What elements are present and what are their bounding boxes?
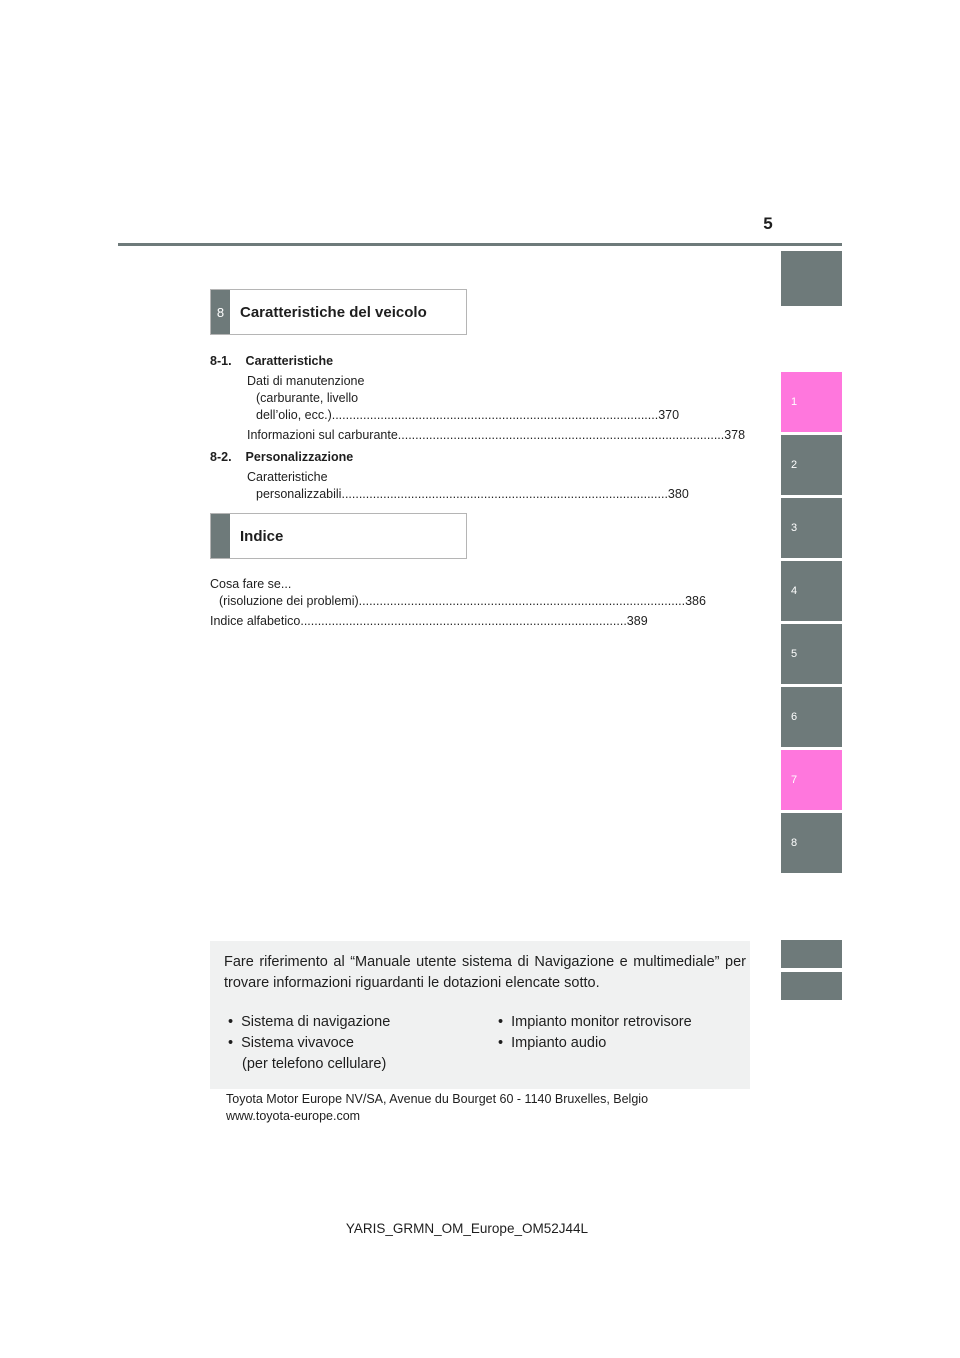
- side-tab-label: 5: [791, 648, 798, 660]
- bullet-handsfree-note: (per telefono cellulare): [242, 1056, 387, 1072]
- side-tab-label: 7: [791, 774, 798, 786]
- toc-entry-line: Dati di manutenzione: [247, 374, 365, 388]
- footer-address: Toyota Motor Europe NV/SA, Avenue du Bourget 60 - 1140 Bruxelles, Belgio: [226, 1092, 649, 1106]
- toc-leader-dots: ..............................................................................................: [358, 594, 686, 608]
- toc-entry-customizable-features[interactable]: [247, 469, 689, 503]
- toc-page-number: 378: [724, 428, 746, 442]
- toc-page-number: 370: [658, 408, 680, 422]
- toc-entry-troubleshooting[interactable]: [210, 576, 706, 610]
- side-tab-extra-1[interactable]: [781, 940, 842, 968]
- side-tab-4[interactable]: [781, 561, 842, 621]
- side-tab-label: 3: [791, 522, 798, 534]
- toc-entry-text: personalizzabili: [256, 487, 342, 501]
- side-tab-extra-2[interactable]: [781, 972, 842, 1000]
- header-rule: [118, 243, 842, 246]
- toc-page-number: 380: [667, 487, 689, 501]
- toc-entry-dotline: [210, 613, 648, 630]
- bullet-text: Sistema di navigazione: [241, 1014, 391, 1030]
- section-header-8[interactable]: [210, 289, 467, 335]
- subsection-title: Personalizzazione: [245, 450, 354, 464]
- toc-entry-line: Caratteristiche: [247, 470, 328, 484]
- toc-leader-dots: ..............................................................................................: [397, 428, 725, 442]
- side-tab-blank[interactable]: [781, 251, 842, 306]
- subsection-8-1[interactable]: [210, 353, 333, 370]
- side-tab-1[interactable]: [781, 372, 842, 432]
- toc-entry-text: dell’olio, ecc.): [256, 408, 332, 422]
- side-tab-7[interactable]: [781, 750, 842, 810]
- subsection-code: 8-2.: [210, 450, 232, 464]
- side-tab-label: 1: [791, 396, 798, 408]
- side-tab-3[interactable]: [781, 498, 842, 558]
- side-tab-label: 4: [791, 585, 798, 597]
- toc-entry-text: Informazioni sul carburante: [247, 428, 398, 442]
- side-tab-6[interactable]: [781, 687, 842, 747]
- section-number: [211, 514, 230, 558]
- toc-entry-line: Cosa fare se...: [210, 577, 292, 591]
- subsection-code: 8-1.: [210, 354, 232, 368]
- section-title: Caratteristiche del veicolo: [240, 303, 427, 321]
- page-number: 5: [763, 214, 773, 233]
- bullet-text: Impianto audio: [511, 1035, 607, 1051]
- toc-entry-fuel-info[interactable]: [247, 427, 746, 444]
- notice-box: [210, 941, 750, 1089]
- toc-entry-maintenance-data[interactable]: [247, 373, 680, 424]
- side-tab-2[interactable]: [781, 435, 842, 495]
- toc-page-number: 386: [685, 594, 706, 608]
- bullet-audio: • Impianto audio: [498, 1035, 607, 1051]
- toc-leader-dots: ..............................................................................................: [331, 408, 659, 422]
- side-tab-5[interactable]: [781, 624, 842, 684]
- toc-entry-line: (carburante, livello: [256, 391, 359, 405]
- side-tab-label: 8: [791, 837, 798, 849]
- side-tab-label: 6: [791, 711, 798, 723]
- bullet-navigation: • Sistema di navigazione: [228, 1014, 391, 1030]
- toc-entry-dotline: [210, 593, 706, 610]
- toc-entry-dotline: [247, 407, 680, 424]
- toc-entry-text: Indice alfabetico: [210, 614, 301, 628]
- document-id: YARIS_GRMN_OM_Europe_OM52J44L: [345, 1221, 588, 1236]
- section-title: Indice: [240, 527, 284, 545]
- footer-address-block: [226, 1091, 648, 1125]
- toc-leader-dots: ..............................................................................................: [341, 487, 668, 501]
- bullet-rear-monitor: • Impianto monitor retrovisore: [498, 1014, 692, 1030]
- bullet-text: Sistema vivavoce: [241, 1035, 354, 1051]
- toc-leader-dots: ..............................................................................................: [300, 614, 627, 628]
- bullet-handsfree: • Sistema vivavoce: [228, 1035, 354, 1051]
- subsection-8-2[interactable]: [210, 449, 353, 466]
- side-tab-label: 2: [791, 459, 798, 471]
- notice-text: Fare riferimento al “Manuale utente sistema di Navigazione e multimediale” per trovare informazioni riguardanti le dotazioni elencate sotto.: [224, 954, 746, 991]
- bullet-text: Impianto monitor retrovisore: [511, 1014, 692, 1030]
- toc-entry-dotline: [247, 486, 689, 503]
- toc-entry-alphabetical-index[interactable]: [210, 613, 648, 630]
- footer-website[interactable]: www.toyota-europe.com: [226, 1109, 361, 1123]
- section-number: 8: [211, 290, 230, 334]
- toc-page-number: 389: [626, 614, 648, 628]
- section-header-index[interactable]: [210, 513, 467, 559]
- side-tab-8[interactable]: [781, 813, 842, 873]
- subsection-title: Caratteristiche: [245, 354, 334, 368]
- toc-entry-dotline: [247, 427, 746, 444]
- toc-entry-text: (risoluzione dei problemi): [219, 594, 359, 608]
